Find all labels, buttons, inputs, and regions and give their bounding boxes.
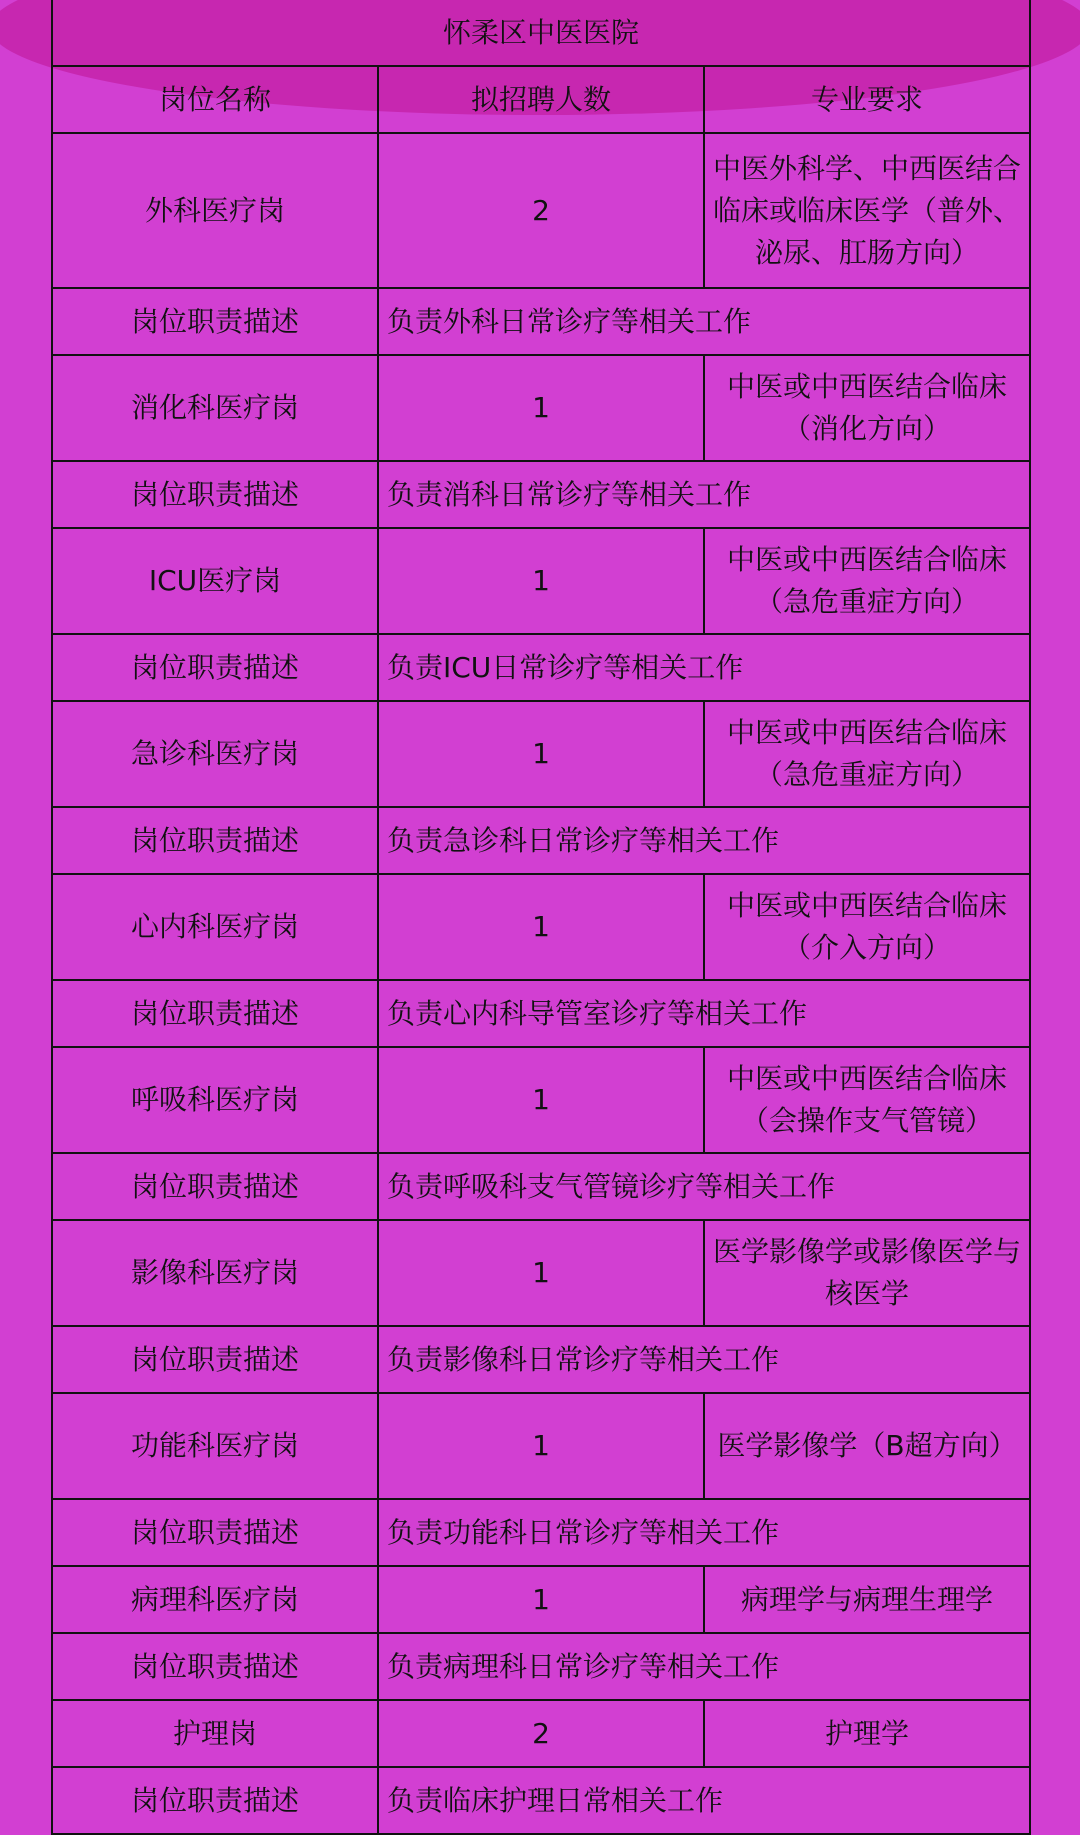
table-row: [52, 874, 1030, 980]
desc-label: 岗位职责描述: [52, 461, 378, 528]
position-name: 病理科医疗岗: [52, 1566, 378, 1633]
header-major: 专业要求: [704, 66, 1030, 133]
position-desc: 负责功能科日常诊疗等相关工作: [378, 1499, 1030, 1566]
position-major: 中医或中西医结合临床（会操作支气管镜）: [704, 1047, 1030, 1153]
desc-label: 岗位职责描述: [52, 1633, 378, 1700]
desc-label: 岗位职责描述: [52, 807, 378, 874]
table-row: [52, 1499, 1030, 1566]
position-desc: 负责临床护理日常相关工作: [378, 1767, 1030, 1834]
position-name: ICU医疗岗: [52, 528, 378, 634]
header-position: 岗位名称: [52, 66, 378, 133]
position-name: 护理岗: [52, 1700, 378, 1767]
desc-label: 岗位职责描述: [52, 634, 378, 701]
title-row: [52, 0, 1030, 66]
header-count: 拟招聘人数: [378, 66, 704, 133]
table-row: [52, 528, 1030, 634]
position-major: 中医或中西医结合临床（急危重症方向）: [704, 528, 1030, 634]
table-row: [52, 288, 1030, 355]
position-major: 中医或中西医结合临床（消化方向）: [704, 355, 1030, 461]
table-row: [52, 1326, 1030, 1393]
table-row: [52, 1700, 1030, 1767]
table-row: [52, 1153, 1030, 1220]
header-row: [52, 66, 1030, 133]
table-row: [52, 1566, 1030, 1633]
position-major: 医学影像学或影像医学与核医学: [704, 1220, 1030, 1326]
table-row: [52, 1633, 1030, 1700]
table-row: [52, 807, 1030, 874]
table-row: [52, 461, 1030, 528]
position-count: 1: [378, 701, 704, 807]
position-name: 外科医疗岗: [52, 133, 378, 288]
table-row: [52, 701, 1030, 807]
table-title: 怀柔区中医医院: [52, 0, 1030, 66]
position-name: 功能科医疗岗: [52, 1393, 378, 1499]
position-major: 病理学与病理生理学: [704, 1566, 1030, 1633]
position-count: 1: [378, 1566, 704, 1633]
position-desc: 负责ICU日常诊疗等相关工作: [378, 634, 1030, 701]
desc-label: 岗位职责描述: [52, 1326, 378, 1393]
desc-label: 岗位职责描述: [52, 980, 378, 1047]
position-count: 1: [378, 1220, 704, 1326]
position-major: 护理学: [704, 1700, 1030, 1767]
position-name: 影像科医疗岗: [52, 1220, 378, 1326]
position-desc: 负责急诊科日常诊疗等相关工作: [378, 807, 1030, 874]
position-name: 呼吸科医疗岗: [52, 1047, 378, 1153]
recruitment-table: [51, 0, 1031, 1835]
position-major: 医学影像学（B超方向）: [704, 1393, 1030, 1499]
position-count: 1: [378, 1393, 704, 1499]
position-count: 2: [378, 133, 704, 288]
position-count: 1: [378, 1047, 704, 1153]
table-row: [52, 980, 1030, 1047]
desc-label: 岗位职责描述: [52, 1153, 378, 1220]
position-desc: 负责影像科日常诊疗等相关工作: [378, 1326, 1030, 1393]
position-desc: 负责病理科日常诊疗等相关工作: [378, 1633, 1030, 1700]
position-count: 1: [378, 528, 704, 634]
position-desc: 负责消科日常诊疗等相关工作: [378, 461, 1030, 528]
table-row: [52, 1393, 1030, 1499]
desc-label: 岗位职责描述: [52, 1499, 378, 1566]
table-row: [52, 133, 1030, 288]
position-count: 2: [378, 1700, 704, 1767]
desc-label: 岗位职责描述: [52, 1767, 378, 1834]
position-major: 中医或中西医结合临床（急危重症方向）: [704, 701, 1030, 807]
position-count: 1: [378, 355, 704, 461]
table-row: [52, 1767, 1030, 1834]
position-name: 心内科医疗岗: [52, 874, 378, 980]
desc-label: 岗位职责描述: [52, 288, 378, 355]
table-row: [52, 355, 1030, 461]
position-name: 急诊科医疗岗: [52, 701, 378, 807]
position-desc: 负责外科日常诊疗等相关工作: [378, 288, 1030, 355]
table-row: [52, 1047, 1030, 1153]
position-major: 中医或中西医结合临床（介入方向）: [704, 874, 1030, 980]
position-name: 消化科医疗岗: [52, 355, 378, 461]
position-count: 1: [378, 874, 704, 980]
position-major: 中医外科学、中西医结合临床或临床医学（普外、泌尿、肛肠方向）: [704, 133, 1030, 288]
position-desc: 负责呼吸科支气管镜诊疗等相关工作: [378, 1153, 1030, 1220]
table-row: [52, 1220, 1030, 1326]
table-row: [52, 634, 1030, 701]
position-desc: 负责心内科导管室诊疗等相关工作: [378, 980, 1030, 1047]
